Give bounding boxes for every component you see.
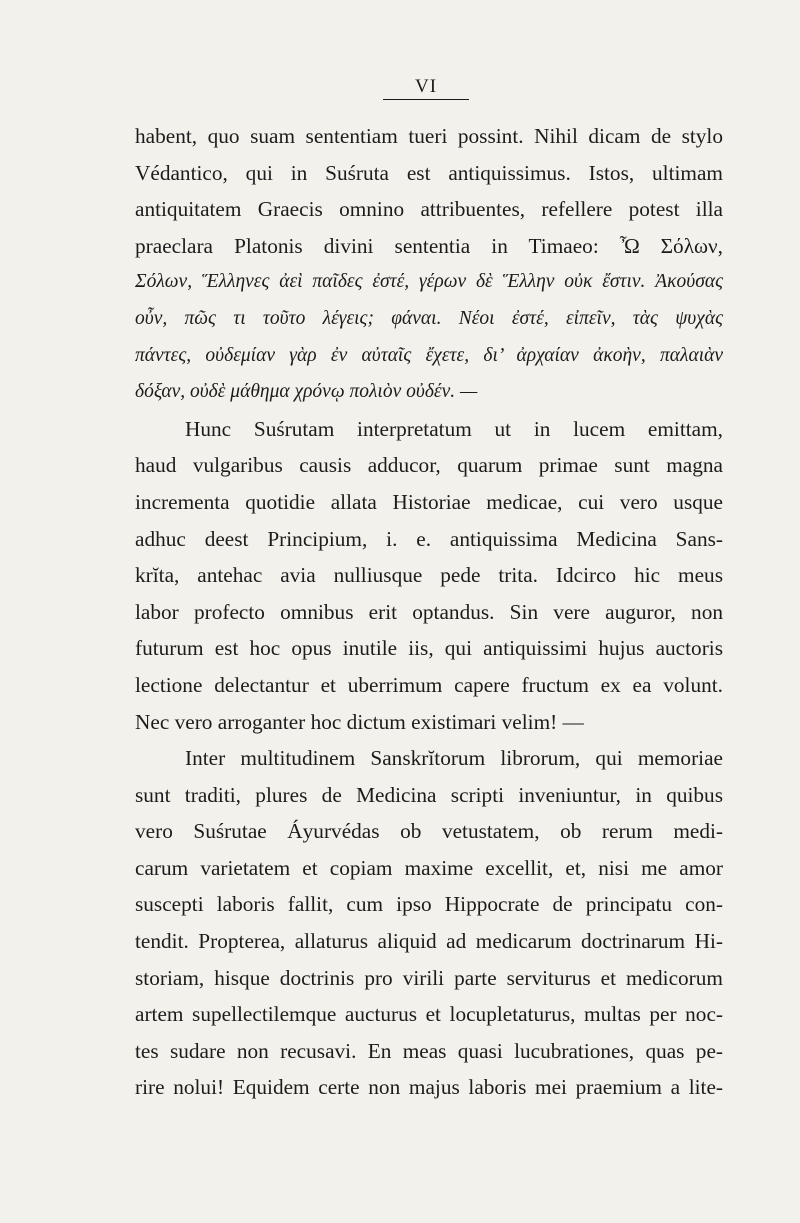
text-line: labor profecto omnibus erit optandus. Sin vere auguror, non xyxy=(135,599,723,624)
text-line: krĭta, antehac avia nulliusque pede trita. Idcirco hic meus xyxy=(135,563,723,588)
text-line: haud vulgaribus causis adducor, quarum primae sunt magna xyxy=(135,453,723,478)
text-line: futurum est hoc opus inutile iis, qui antiquissimi hujus auctoris xyxy=(135,636,723,661)
text-line: δόξαν, οὐδὲ μάθημα χρόνῳ πολιὸν οὐδέν. — xyxy=(135,381,478,403)
text-line: antiquitatem Graecis omnino attribuentes, refellere potest illa xyxy=(135,197,723,222)
paragraph-intro xyxy=(135,118,723,411)
text-line: Védantico, qui in Suśruta est antiquissimus. Istos, ultimam xyxy=(135,160,723,185)
text-line: praeclara Platonis divini sententia in Timaeo: Ὦ Σόλων, xyxy=(135,233,723,258)
text-line: tes sudare non recusavi. En meas quasi lucubrationes, quas pe- xyxy=(135,1038,723,1063)
text-line: οὖν, πῶς τι τοῦτο λέγεις; φάναι. Νέοι ἐστέ, εἰπεῖν, τὰς ψυχὰς xyxy=(135,307,723,329)
text-line: rire nolui! Equidem certe non majus laboris mei praemium a lite- xyxy=(135,1075,723,1100)
text-line: habent, quo suam sententiam tueri possint. Nihil dicam de stylo xyxy=(135,124,723,148)
page-number: VI xyxy=(414,76,438,97)
header-rule xyxy=(383,99,469,100)
text-line: artem supellectilemque aucturus et locupletaturus, multas per noc- xyxy=(135,1002,723,1027)
paragraph-motivation xyxy=(135,411,723,740)
body-text xyxy=(135,118,723,1106)
text-line: suscepti laboris fallit, cum ipso Hippocrate de principatu con- xyxy=(135,892,723,917)
text-line: Hunc Suśrutam interpretatum ut in lucem emittam, xyxy=(185,416,723,441)
text-line: Σόλων, Ἕλληνες ἀεὶ παῖδες ἐστέ, γέρων δὲ Ἕλλην οὐκ ἔστιν. Ἀκούσας xyxy=(135,271,723,293)
text-line: vero Suśrutae Áyurvédas ob vetustatem, ob rerum medi- xyxy=(135,819,723,844)
text-line: carum varietatem et copiam maxime excellit, et, nisi me amor xyxy=(135,855,723,880)
text-line: πάντες, οὐδεμίαν γὰρ ἐν αὐταῖς ἔχετε, δι’ ἀρχαίαν ἀκοὴν, παλαιὰν xyxy=(135,344,723,366)
text-line: Nec vero arroganter hoc dictum existimari velim! — xyxy=(135,709,584,734)
text-line: sunt traditi, plures de Medicina scripti inveniuntur, in quibus xyxy=(135,782,723,807)
text-line: adhuc deest Principium, i. e. antiquissima Medicina Sans- xyxy=(135,526,723,551)
text-line: lectione delectantur et uberrimum capere fructum ex ea volunt. xyxy=(135,672,723,697)
text-line: Inter multitudinem Sanskrĭtorum librorum, qui memoriae xyxy=(185,746,723,771)
text-line: storiam, hisque doctrinis pro virili parte serviturus et medicorum xyxy=(135,965,723,990)
text-line: tendit. Propterea, allaturus aliquid ad medicarum doctrinarum Hi- xyxy=(135,929,723,954)
paragraph-ayurveda xyxy=(135,740,723,1106)
text-line: incrementa quotidie allata Historiae medicae, cui vero usque xyxy=(135,489,723,514)
